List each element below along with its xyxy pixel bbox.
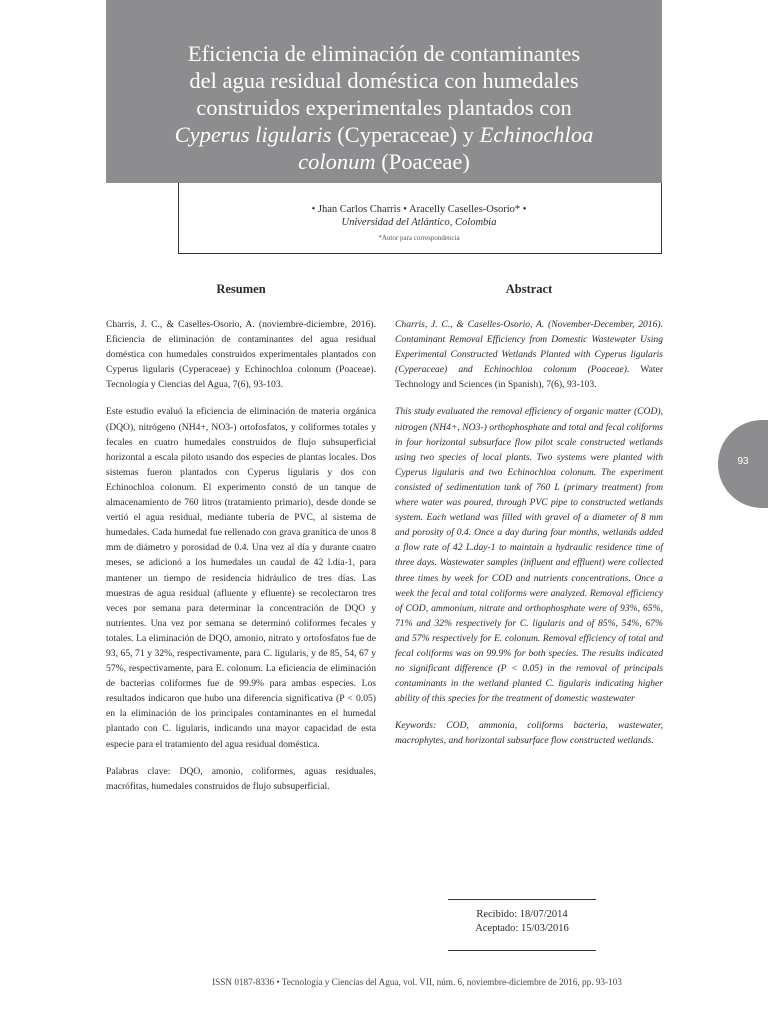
authors: • Jhan Carlos Charris • Aracelly Caselles-Osorio* • <box>311 204 527 215</box>
dates-rule-bottom <box>448 950 596 951</box>
abstract-citation <box>395 317 663 392</box>
resumen-heading: Resumen <box>216 282 266 296</box>
abstract-keywords: Keywords: COD, ammonia, coliforms bacteria, wastewater, macrophytes, and horizontal subsurface flow constructed wetlands. <box>395 720 663 747</box>
resumen-keywords: Palabras clave: DQO, amonio, coliformes, aguas residuales, macrófitas, humedales construidos de flujo subsuperficial. <box>106 765 376 792</box>
journal-footer: ISSN 0187-8336 • Tecnología y Ciencias del Agua, vol. VII, núm. 6, noviembre-diciembre de 2016, pp. 93-103 <box>212 977 622 987</box>
page-number: 93 <box>737 456 749 467</box>
title-species: Echinochloa <box>479 122 594 147</box>
title-line: del agua residual doméstica con humedales <box>189 68 579 93</box>
abstract-citation-text: Charris, J. C., & Caselles-Osorio, A. (November-December, 2016). Contaminant Removal Efficiency from Domestic Wastewater Using Experimental Constructed Wetlands Planted with Cyperus ligularis (Cyperaceae) and Echinochloa colonum (Poaceae). <box>395 319 663 376</box>
abstract-column <box>395 317 663 761</box>
title-line: construidos experimentales plantados con <box>196 95 572 120</box>
title-text: (Poaceae) <box>375 149 470 174</box>
title-line: Eficiencia de eliminación de contaminantes <box>187 41 581 66</box>
received-date: Recibido: 18/07/2014 <box>476 909 568 920</box>
abstract-citation-journal: Water Technology and Sciences (in Spanish), 7(6), 93-103. <box>395 364 664 391</box>
title-line <box>120 148 648 175</box>
resumen-column <box>106 317 376 806</box>
dates-rule-top <box>448 899 596 900</box>
title-line <box>120 121 648 148</box>
title-species: Cyperus ligularis <box>174 122 332 147</box>
abstract-heading: Abstract <box>505 282 553 296</box>
article-title <box>120 40 648 175</box>
title-species: colonum <box>298 149 376 174</box>
affiliation: Universidad del Atlántico, Colombia <box>341 217 497 228</box>
resumen-body: Este estudio evaluó la eficiencia de eliminación de materia orgánica (DQO), nitrógeno (NH4+, NO3-) ortofosfatos, y coliformes totales y fecales en cuatro humedales construidos de flujo subsuperficial horizontal a escala piloto usando dos especies de plantas locales. Dos sistemas fueron plantados con Cyperus ligularis y dos con Echinochloa colonum. El experimento constó de un tanque de almacenamiento de 760 litros (tratamiento primario), desde donde se vertió el agua residual, mediante tubería de PVC, al sistema de humedales. Cada humedal fue rellenado con grava granítica de unos 8 mm de diámetro y porosidad de 0.4. Una vez al día y durante cuatro meses, se adicionó a los humedales un caudal de 42 l.día-1, para mantener un tiempo de residencia hidráulico de tres días. Las muestras de agua residual (afluente y efluente) se recolectaron tres veces por semana para determinar la concentración de DQO y nutrientes. Una vez por semana se determinó coliformes fecales y totales. La eliminación de DQO, amonio, nitrato y ortofosfatos fue de 93, 65, 71 y 32%, respectivamente, para C. ligularis, y de 85, 54, 67 y 57%, respectivamente, para E. colonum. La eficiencia de eliminación de bacterias coliformes fue de 99.9% para ambas especies. Los resultados indicaron que hubo una diferencia significativa (P < 0.05) en la eliminación de los principales contaminantes en el humedal plantado con C. ligularis, indicando una mayor capacidad de esta especie para el tratamiento del agua residual doméstica. <box>106 406 376 750</box>
title-text: (Cyperaceae) y <box>331 122 480 147</box>
accepted-date: Aceptado: 15/03/2016 <box>475 923 569 934</box>
corresponding-note: *Autor para correspondencia <box>378 234 460 242</box>
dates <box>448 908 596 936</box>
abstract-body: This study evaluated the removal efficiency of organic matter (COD), nitrogen (NH4+, NO3-) orthophosphate and total and fecal coliforms in four horizontal subsurface flow pilot scale constructed wetlands using two species of local plants. Two systems were planted with Cyperus ligularis and two Echinochloa colonum. The experiment consisted of sedimentation tank of 760 L (primary treatment) from where water was poured, through PVC pipe to constructed wetlands system. Each wetland was filled with gravel of a diameter of 8 mm and porosity of 0.4. Once a day during four months, wetlands added a flow rate of 42 L.day-1 to maintain a hydraulic residence time of three days. Wastewater samples (influent and effluent) were collected three times by week for COD and nutrients concentrations. Once a week the fecal and total coliforms were analyzed. Removal efficiency of COD, ammonium, nitrate and orthophosphate were of 93%, 65%, 71% and 32% respectively for C. ligularis and of 85%, 54%, 67% and 57% respectively for E. colonum. Removal efficiency of total and fecal coliforms was on 99.9% for both species. The results indicated no significant difference (P < 0.05) in the removal of principals contaminants in the wetland planted C. ligularis indicating higher ability of this species for the treatment of domestic wastewater <box>395 406 663 705</box>
resumen-citation: Charris, J. C., & Caselles-Osorio, A. (noviembre-diciembre, 2016). Eficiencia de eliminación de contaminantes del agua residual doméstica con humedales construidos experimentales plantados con Cyperus ligularis (Cyperaceae) y Echinochloa colonum (Poaceae). Tecnología y Ciencias del Agua, 7(6), 93-103. <box>106 319 376 391</box>
